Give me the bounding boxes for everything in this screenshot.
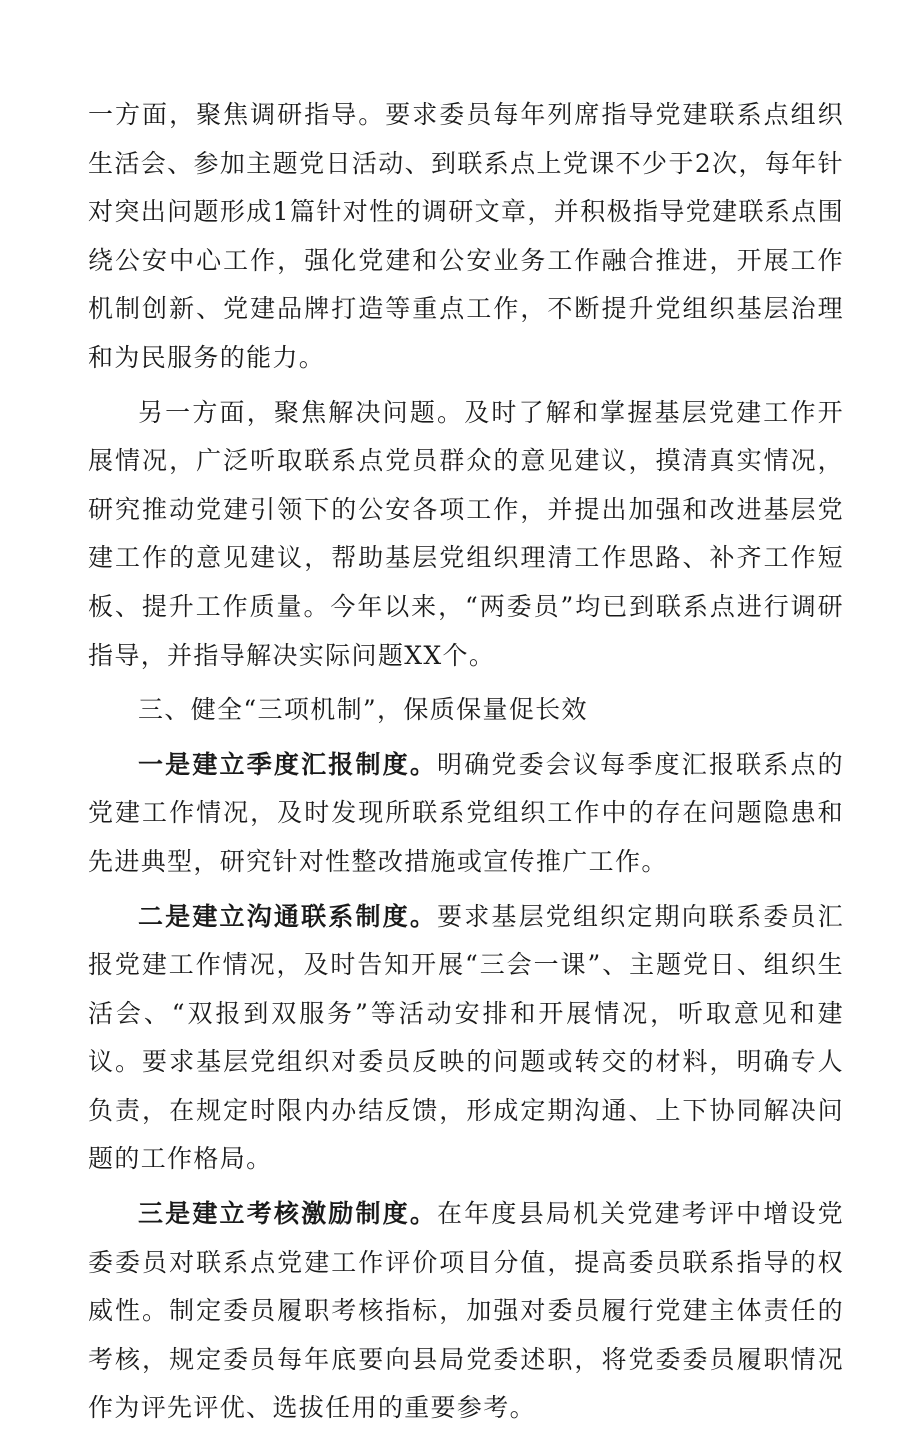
paragraph-text: 明确党委会议每季度汇报联系点的党建工作情况，及时发现所联系党组织工作中的存在问题隐患和先进典型，研究针对性整改措施或宣传推广工作。 <box>88 749 844 876</box>
paragraph-lead: 二是建立沟通联系制度。 <box>138 901 438 931</box>
paragraph-problem-solving <box>88 389 844 681</box>
paragraph-text: 一方面，聚焦调研指导。要求委员每年列席指导党建联系点组织生活会、参加主题党日活动、到联系点上党课不少于2次，每年针对突出问题形成1篇针对性的调研文章，并积极指导党建联系点围绕公安中心工作，强化党建和公安业务工作融合推进，开展工作机制创新、党建品牌打造等重点工作，不断提升党组织基层治理和为民服务的能力。 <box>88 100 844 372</box>
section-heading-three-mechanisms <box>88 686 844 735</box>
paragraph-research-guidance <box>88 91 844 383</box>
paragraph-text: 在年度县局机关党建考评中增设党委委员对联系点党建工作评价项目分值，提高委员联系指导的权威性。制定委员履职考核指标，加强对委员履行党建主体责任的考核，规定委员每年底要向县局党委述职，将党委委员履职情况作为评先评优、选拔任用的重要参考。 <box>88 1199 844 1423</box>
paragraph-assessment <box>88 1190 844 1433</box>
paragraph-text: 要求基层党组织定期向联系委员汇报党建工作情况，及时告知开展“三会一课”、主题党日、组织生活会、“双报到双服务”等活动安排和开展情况，听取意见和建议。要求基层党组织对委员反映的问题或转交的材料，明确专人负责，在规定时限内办结反馈，形成定期沟通、上下协同解决问题的工作格局。 <box>88 901 844 1174</box>
paragraph-text: 另一方面，聚焦解决问题。及时了解和掌握基层党建工作开展情况，广泛听取联系点党员群众的意见建议，摸清真实情况，研究推动党建引领下的公安各项工作，并提出加强和改进基层党建工作的意见建议，帮助基层党组织理清工作思路、补齐工作短板、提升工作质量。今年以来，“两委员”均已到联系点进行调研指导，并指导解决实际问题XX个。 <box>88 397 844 670</box>
document-body <box>88 91 844 1439</box>
paragraph-lead: 一是建立季度汇报制度。 <box>138 749 438 779</box>
paragraph-communication <box>88 893 844 1185</box>
paragraph-quarterly-report <box>88 741 844 887</box>
heading-text: 三、健全“三项机制”，保质保量促长效 <box>138 695 588 725</box>
paragraph-lead: 三是建立考核激励制度。 <box>138 1199 438 1229</box>
